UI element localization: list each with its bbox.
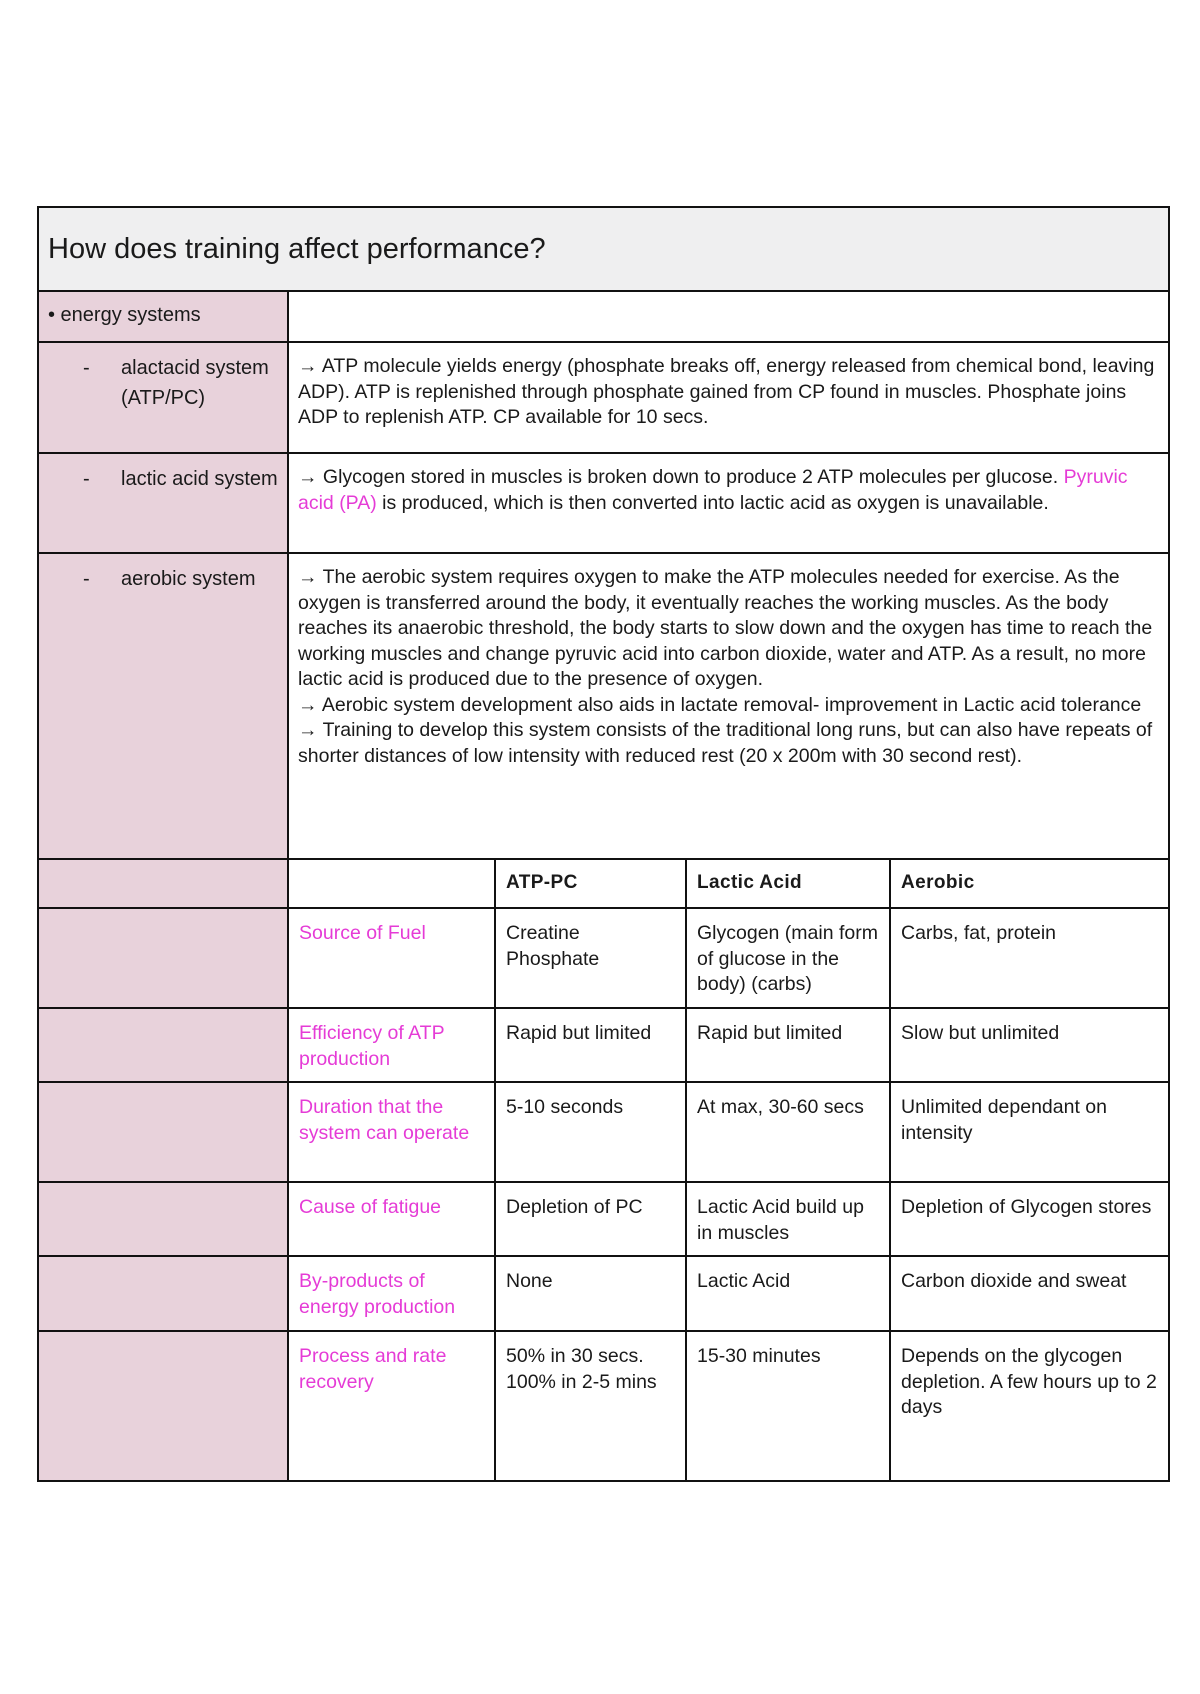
criterion-cell: Duration that the system can operate	[288, 1082, 495, 1182]
description-paragraph: → Training to develop this system consists of the traditional long runs, but can also have repeats of shorter distances of low intensity with reduced rest (20 x 200m with 30 second rest).	[298, 719, 1153, 767]
comparison-header-row	[38, 859, 1169, 908]
section-label: • energy systems	[38, 291, 288, 342]
page-title: How does training affect performance?	[38, 207, 1169, 291]
atp-pc-cell: Rapid but limited	[495, 1008, 686, 1082]
header-lactic-acid: Lactic Acid	[686, 859, 890, 908]
system-label-cell	[38, 453, 288, 553]
criterion-cell: Source of Fuel	[288, 908, 495, 1008]
system-name: aerobic system	[121, 568, 256, 590]
label-cell	[38, 1008, 288, 1082]
criterion-cell: Efficiency of ATP production	[288, 1008, 495, 1082]
system-row-aerobic	[38, 553, 1169, 859]
system-row-alactacid	[38, 342, 1169, 453]
title-row	[38, 207, 1169, 291]
text-run: → Glycogen stored in muscles is broken down to produce 2 ATP molecules per glucose.	[298, 466, 1064, 488]
label-cell	[38, 1082, 288, 1182]
lactic-cell: At max, 30-60 secs	[686, 1082, 890, 1182]
aerobic-cell: Slow but unlimited	[890, 1008, 1169, 1082]
lactic-cell: Lactic Acid build up in muscles	[686, 1182, 890, 1256]
table-row	[38, 1082, 1169, 1182]
lactic-cell: Rapid but limited	[686, 1008, 890, 1082]
atp-pc-cell: Depletion of PC	[495, 1182, 686, 1256]
aerobic-cell: Depletion of Glycogen stores	[890, 1182, 1169, 1256]
criterion-cell: By-products of energy production	[288, 1256, 495, 1331]
table-row	[38, 908, 1169, 1008]
lactic-cell: 15-30 minutes	[686, 1331, 890, 1481]
table-row	[38, 1182, 1169, 1256]
dash-bullet: -	[83, 568, 90, 590]
text-run: is produced, which is then converted into lactic acid as oxygen is unavailable.	[376, 491, 1049, 514]
notes-table	[37, 206, 1170, 1482]
label-cell	[38, 1182, 288, 1256]
label-cell	[38, 1331, 288, 1481]
header-aerobic: Aerobic	[890, 859, 1169, 908]
aerobic-cell: Depends on the glycogen depletion. A few hours up to 2 days	[890, 1331, 1169, 1481]
header-atp-pc: ATP-PC	[495, 859, 686, 908]
system-description	[288, 453, 1169, 553]
aerobic-cell: Unlimited dependant on intensity	[890, 1082, 1169, 1182]
label-cell	[38, 908, 288, 1008]
section-row	[38, 291, 1169, 342]
header-blank	[288, 859, 495, 908]
table-row	[38, 1331, 1169, 1481]
lactic-cell: Glycogen (main form of glucose in the body) (carbs)	[686, 908, 890, 1008]
document-page	[37, 206, 1168, 1482]
pyruvic-acid-highlight: Pyruvic acid (PA)	[298, 466, 1128, 514]
system-description	[288, 553, 1169, 859]
table-row	[38, 1256, 1169, 1331]
lactic-cell: Lactic Acid	[686, 1256, 890, 1331]
description-paragraph: → ATP molecule yields energy (phosphate breaks off, energy released from chemical bond, leaving ADP). ATP is replenished through phosphate gained from CP found in muscles. Phosphate joins ADP to replenish ATP. CP available for 10 secs.	[298, 355, 1155, 428]
description-paragraph: → Aerobic system development also aids in lactate removal- improvement in Lactic acid tolerance	[298, 693, 1142, 716]
criterion-cell: Process and rate recovery	[288, 1331, 495, 1481]
system-row-lactic	[38, 453, 1169, 553]
aerobic-cell: Carbs, fat, protein	[890, 908, 1169, 1008]
dash-bullet: -	[83, 357, 90, 379]
atp-pc-cell: 50% in 30 secs. 100% in 2-5 mins	[495, 1331, 686, 1481]
aerobic-cell: Carbon dioxide and sweat	[890, 1256, 1169, 1331]
atp-pc-cell: None	[495, 1256, 686, 1331]
label-cell	[38, 1256, 288, 1331]
description-paragraph	[298, 465, 1160, 516]
atp-pc-cell: 5-10 seconds	[495, 1082, 686, 1182]
system-name: lactic acid system	[121, 468, 278, 490]
description-paragraph: → The aerobic system requires oxygen to make the ATP molecules needed for exercise. As the oxygen is transferred around the body, it eventually reaches the working muscles. As the body reaches its anaerobic threshold, the body starts to slow down and the oxygen has time to reach the working muscles and change pyruvic acid into carbon dioxide, water and ATP. As a result, no more lactic acid is produced due to the presence of oxygen.	[298, 566, 1153, 690]
system-label-cell	[38, 342, 288, 453]
system-name: alactacid system (ATP/PC)	[121, 357, 269, 409]
system-description	[288, 342, 1169, 453]
criterion-cell: Cause of fatigue	[288, 1182, 495, 1256]
section-empty-cell	[288, 291, 1169, 342]
dash-bullet: -	[83, 468, 90, 490]
atp-pc-cell: Creatine Phosphate	[495, 908, 686, 1008]
table-row	[38, 1008, 1169, 1082]
system-label-cell	[38, 553, 288, 859]
label-cell	[38, 859, 288, 908]
